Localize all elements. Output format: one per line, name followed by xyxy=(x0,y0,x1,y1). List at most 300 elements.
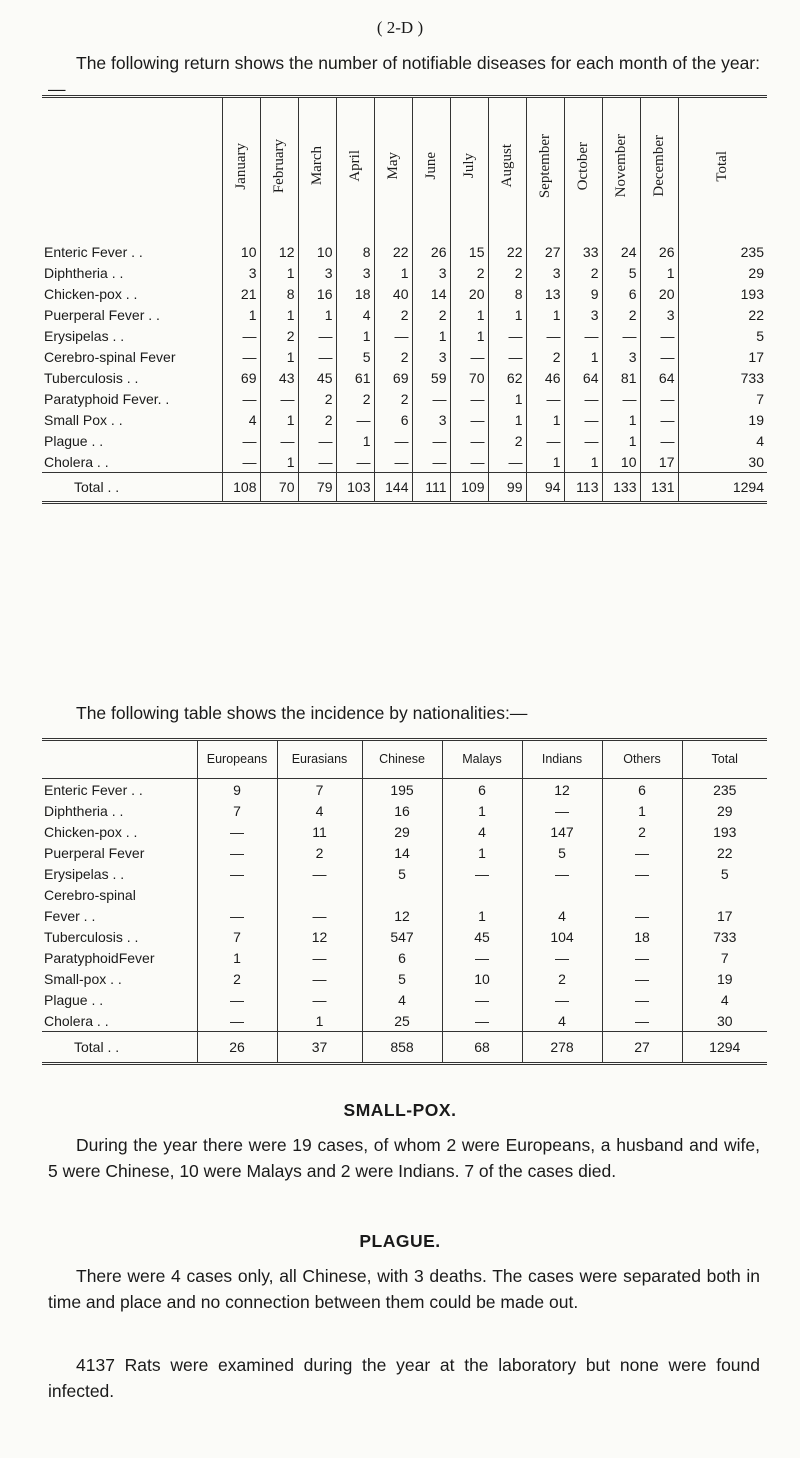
disease-label: Erysipelas . . xyxy=(44,327,125,344)
table2-corner xyxy=(42,740,197,779)
table2-cell: 9 xyxy=(197,779,277,801)
table2-cell: 12 xyxy=(362,905,442,926)
table1-cell: — xyxy=(450,388,488,409)
nationality-header-europeans: Europeans xyxy=(197,740,277,779)
table1-cell: — xyxy=(374,430,412,451)
table2-cell: — xyxy=(197,863,277,884)
disease-label: Erysipelas . . xyxy=(44,865,125,882)
table2-total-cell: 27 xyxy=(602,1032,682,1064)
disease-label: Diphtheria . . xyxy=(44,264,124,281)
month-header-december xyxy=(640,97,678,235)
table1-cell: 1 xyxy=(450,304,488,325)
disease-label: Fever . . xyxy=(44,907,96,924)
table1-cell: 1 xyxy=(564,451,602,473)
month-header-june xyxy=(412,97,450,235)
table2-cell: 4 xyxy=(682,989,767,1010)
month-header-april xyxy=(336,97,374,235)
table1-cell: 5 xyxy=(602,262,640,283)
table1-cell: 22 xyxy=(678,304,767,325)
table2-cell: 547 xyxy=(362,926,442,947)
table2-cell: — xyxy=(602,842,682,863)
table2-cell: 17 xyxy=(682,905,767,926)
table1-total-cell: 70 xyxy=(260,473,298,503)
disease-label: Puerperal Fever . . xyxy=(44,306,160,323)
table2-cell: 29 xyxy=(682,800,767,821)
disease-label: Enteric Fever . . xyxy=(44,781,143,798)
table1-body xyxy=(42,235,767,503)
table1-cell: 2 xyxy=(374,346,412,367)
table2-cell: — xyxy=(602,947,682,968)
table1-cell: 30 xyxy=(678,451,767,473)
table2-cell: — xyxy=(602,863,682,884)
nationalities-table xyxy=(42,740,767,1065)
table1-total-cell: 103 xyxy=(336,473,374,503)
table1-cell: 4 xyxy=(336,304,374,325)
nationality-header-total: Total xyxy=(682,740,767,779)
table2-cell: — xyxy=(197,1010,277,1032)
table1-cell: 1 xyxy=(602,430,640,451)
table1-cell: — xyxy=(564,409,602,430)
table1-cell: — xyxy=(450,409,488,430)
table2-cell xyxy=(362,884,442,905)
table1-cell: 9 xyxy=(564,283,602,304)
table1-cell: — xyxy=(298,451,336,473)
table2-cell: 12 xyxy=(277,926,362,947)
table1-cell: 10 xyxy=(298,235,336,262)
table1-cell: — xyxy=(412,451,450,473)
table1-cell: — xyxy=(260,430,298,451)
disease-label: Small Pox . . xyxy=(44,411,123,428)
table1-cell: — xyxy=(298,325,336,346)
table2-cell: — xyxy=(277,968,362,989)
table2-cell: — xyxy=(602,1010,682,1032)
table1-cell: 1 xyxy=(450,325,488,346)
table2-cell: 4 xyxy=(442,821,522,842)
disease-label: ParatyphoidFever xyxy=(44,949,155,966)
table1-cell: 2 xyxy=(488,262,526,283)
month-header-label: July xyxy=(460,153,477,179)
table1-cell: 2 xyxy=(602,304,640,325)
table1-corner xyxy=(42,97,222,235)
table1-cell: 26 xyxy=(412,235,450,262)
table1-cell: — xyxy=(450,430,488,451)
table1-cell: 69 xyxy=(222,367,260,388)
table1-cell: 3 xyxy=(412,409,450,430)
month-header-label: January xyxy=(232,142,249,190)
table1-cell: — xyxy=(222,451,260,473)
month-header-january xyxy=(222,97,260,235)
table2-header-row xyxy=(42,740,767,779)
table1-cell: — xyxy=(298,430,336,451)
table2-row xyxy=(42,1010,767,1032)
table1-cell: 17 xyxy=(640,451,678,473)
disease-label: Diphtheria . . xyxy=(44,802,124,819)
disease-label: Chicken-pox . . xyxy=(44,285,138,302)
table2-cell: 193 xyxy=(682,821,767,842)
table1-cell: 2 xyxy=(564,262,602,283)
table2-cell: 22 xyxy=(682,842,767,863)
table2-cell: — xyxy=(277,905,362,926)
table2-cell: — xyxy=(522,989,602,1010)
table2-row xyxy=(42,947,767,968)
table1-cell: — xyxy=(260,388,298,409)
table2-cell: — xyxy=(602,968,682,989)
month-header-label: February xyxy=(270,138,287,194)
disease-label: Plague . . xyxy=(44,432,104,449)
table2-cell: — xyxy=(277,863,362,884)
table1-cell: — xyxy=(374,325,412,346)
table2-cell: 147 xyxy=(522,821,602,842)
table1-cell: 2 xyxy=(450,262,488,283)
table1-cell: 81 xyxy=(602,367,640,388)
table2-total-row xyxy=(42,1032,767,1064)
table1-row xyxy=(42,262,767,283)
table1-cell: — xyxy=(450,346,488,367)
table1-cell: 8 xyxy=(336,235,374,262)
table1-cell: 27 xyxy=(526,235,564,262)
table2-cell: 733 xyxy=(682,926,767,947)
table1-total-cell: 1294 xyxy=(678,473,767,503)
month-header-march xyxy=(298,97,336,235)
table2-cell: — xyxy=(522,947,602,968)
table1-cell: 26 xyxy=(640,235,678,262)
table1-cell: 20 xyxy=(640,283,678,304)
disease-label: Small-pox . . xyxy=(44,970,122,987)
table1-row xyxy=(42,304,767,325)
table2-cell: 4 xyxy=(362,989,442,1010)
table1-cell: 12 xyxy=(260,235,298,262)
table1-cell: — xyxy=(336,409,374,430)
table1-cell: 1 xyxy=(298,304,336,325)
table1-cell: — xyxy=(564,388,602,409)
table2-row xyxy=(42,842,767,863)
table2-cell: 18 xyxy=(602,926,682,947)
table2-cell: 235 xyxy=(682,779,767,801)
table1-cell: 19 xyxy=(678,409,767,430)
table1-cell: 1 xyxy=(336,430,374,451)
table1-cell: 62 xyxy=(488,367,526,388)
disease-label: Enteric Fever . . xyxy=(44,243,143,260)
table2-cell: — xyxy=(197,905,277,926)
table1-cell: 1 xyxy=(488,304,526,325)
table2-cell: — xyxy=(277,947,362,968)
month-header-may xyxy=(374,97,412,235)
table2-cell: — xyxy=(602,905,682,926)
table2-cell: 6 xyxy=(362,947,442,968)
table1-cell: 10 xyxy=(602,451,640,473)
table2-cell: 1 xyxy=(442,905,522,926)
page-number: ( 2-D ) xyxy=(376,18,424,37)
table2-cell: 5 xyxy=(362,863,442,884)
table1-cell: — xyxy=(488,451,526,473)
table1-cell: 1 xyxy=(260,304,298,325)
table1-cell: 4 xyxy=(678,430,767,451)
nationality-header-indians: Indians xyxy=(522,740,602,779)
table1-cell: — xyxy=(374,451,412,473)
table2-cell: 2 xyxy=(277,842,362,863)
table2-body xyxy=(42,779,767,1064)
table1-cell: 64 xyxy=(564,367,602,388)
table1-cell: 1 xyxy=(374,262,412,283)
table2-cell: 5 xyxy=(522,842,602,863)
table1-cell: — xyxy=(640,388,678,409)
table2-cell: 1 xyxy=(277,1010,362,1032)
table2-cell: — xyxy=(442,989,522,1010)
table1-cell: 1 xyxy=(260,451,298,473)
table1-cell: 1 xyxy=(222,304,260,325)
table1-cell: — xyxy=(602,388,640,409)
table1-cell: — xyxy=(222,430,260,451)
table1-cell: — xyxy=(602,325,640,346)
table2-cell: 12 xyxy=(522,779,602,801)
table1-cell: 193 xyxy=(678,283,767,304)
table1-cell: 3 xyxy=(412,262,450,283)
table1-cell: — xyxy=(526,325,564,346)
table2-cell xyxy=(442,884,522,905)
table2-row xyxy=(42,926,767,947)
total-label: Total . . xyxy=(42,473,222,503)
table1-cell: 18 xyxy=(336,283,374,304)
table1-cell: 2 xyxy=(374,304,412,325)
smallpox-paragraph: During the year there were 19 cases, of whom 2 were Europeans, a husband and wife, 5 were Chinese, 10 were Malays and 2 were Indians. 7 of the cases died. xyxy=(48,1135,760,1181)
table2-cell: 14 xyxy=(362,842,442,863)
table1-cell: 29 xyxy=(678,262,767,283)
table1-cell: — xyxy=(450,451,488,473)
table1-cell: 1 xyxy=(260,262,298,283)
month-header-label: September xyxy=(536,133,553,199)
table1-cell: 1 xyxy=(526,409,564,430)
month-header-total xyxy=(678,97,767,235)
table1-cell: 3 xyxy=(412,346,450,367)
table2-cell: 11 xyxy=(277,821,362,842)
table1-cell: 2 xyxy=(374,388,412,409)
table1-cell: 59 xyxy=(412,367,450,388)
table1-row xyxy=(42,346,767,367)
table1-cell: 33 xyxy=(564,235,602,262)
disease-label: Tuberculosis . . xyxy=(44,369,139,386)
table1-cell: 22 xyxy=(488,235,526,262)
table1-cell: 3 xyxy=(298,262,336,283)
table1-cell: — xyxy=(222,325,260,346)
table2-cell xyxy=(522,884,602,905)
table1-cell: 8 xyxy=(260,283,298,304)
table1-cell: 235 xyxy=(678,235,767,262)
table1-cell: 1 xyxy=(640,262,678,283)
table1-row xyxy=(42,325,767,346)
disease-label: Cerebro-spinal Fever xyxy=(44,348,176,365)
table1-total-cell: 109 xyxy=(450,473,488,503)
month-header-label: August xyxy=(498,144,515,188)
table1-cell: 3 xyxy=(222,262,260,283)
plague-paragraph-1: There were 4 cases only, all Chinese, with 3 deaths. The cases were separated both in time and place and no connection between them could be made out. xyxy=(48,1266,760,1312)
table2-cell: 7 xyxy=(277,779,362,801)
month-header-october xyxy=(564,97,602,235)
disease-label: Paratyphoid Fever. . xyxy=(44,390,170,407)
table2-cell: 16 xyxy=(362,800,442,821)
table1-total-row xyxy=(42,473,767,503)
table2-total-cell: 26 xyxy=(197,1032,277,1064)
table2-cell: — xyxy=(442,1010,522,1032)
table2-row xyxy=(42,884,767,905)
table1-cell: 2 xyxy=(412,304,450,325)
table1-cell: 24 xyxy=(602,235,640,262)
table1-cell: 2 xyxy=(298,409,336,430)
table1-cell: — xyxy=(298,346,336,367)
table1-cell: 40 xyxy=(374,283,412,304)
month-header-february xyxy=(260,97,298,235)
table1-cell: 1 xyxy=(488,409,526,430)
table1-cell: 15 xyxy=(450,235,488,262)
disease-label: Tuberculosis . . xyxy=(44,928,139,945)
table1-cell: — xyxy=(526,388,564,409)
table2-cell: 7 xyxy=(682,947,767,968)
table1-cell: — xyxy=(222,388,260,409)
table2-cell: 2 xyxy=(602,821,682,842)
table2-cell: 25 xyxy=(362,1010,442,1032)
intro-paragraph-1: The following return shows the number of notifiable diseases for each month of the year:— xyxy=(48,53,760,99)
month-header-label: October xyxy=(574,141,591,191)
table1-total-cell: 94 xyxy=(526,473,564,503)
table2-cell: 4 xyxy=(522,905,602,926)
table2-row xyxy=(42,800,767,821)
table2-cell xyxy=(602,884,682,905)
table1-total-cell: 133 xyxy=(602,473,640,503)
plague-paragraph-2: 4137 Rats were examined during the year at the laboratory but none were found infected. xyxy=(48,1355,760,1401)
table2-total-cell: 68 xyxy=(442,1032,522,1064)
table1-cell: 5 xyxy=(336,346,374,367)
table1-cell: — xyxy=(564,430,602,451)
table1-row xyxy=(42,283,767,304)
table1-cell: — xyxy=(640,346,678,367)
table1-cell: 8 xyxy=(488,283,526,304)
nationality-header-malays: Malays xyxy=(442,740,522,779)
table2-cell xyxy=(197,884,277,905)
disease-label: Cholera . . xyxy=(44,453,109,470)
table2-cell: 5 xyxy=(362,968,442,989)
table1-total-cell: 99 xyxy=(488,473,526,503)
table1-cell: — xyxy=(412,430,450,451)
table1-cell: 2 xyxy=(336,388,374,409)
month-header-label: March xyxy=(308,146,325,186)
plague-heading: PLAGUE. xyxy=(359,1231,441,1251)
table1-cell: 43 xyxy=(260,367,298,388)
table1-cell: 45 xyxy=(298,367,336,388)
table2-total-cell: 1294 xyxy=(682,1032,767,1064)
table2-cell xyxy=(277,884,362,905)
table2-cell: 1 xyxy=(442,800,522,821)
table1-cell: 1 xyxy=(412,325,450,346)
table2-cell: 104 xyxy=(522,926,602,947)
table1-cell: 69 xyxy=(374,367,412,388)
table1-cell: 7 xyxy=(678,388,767,409)
table1-cell: 1 xyxy=(526,304,564,325)
month-header-label: April xyxy=(346,150,363,182)
month-header-september xyxy=(526,97,564,235)
table2-cell xyxy=(682,884,767,905)
table1-cell: 6 xyxy=(602,283,640,304)
table2-cell: — xyxy=(197,842,277,863)
table1-header-row xyxy=(42,97,767,235)
smallpox-heading: SMALL-POX. xyxy=(343,1100,457,1120)
table1-cell: 61 xyxy=(336,367,374,388)
table2-cell: 2 xyxy=(522,968,602,989)
table1-row xyxy=(42,451,767,473)
table1-cell: — xyxy=(564,325,602,346)
table1-cell: 1 xyxy=(602,409,640,430)
table1-total-cell: 108 xyxy=(222,473,260,503)
table2-cell: 1 xyxy=(442,842,522,863)
month-header-august xyxy=(488,97,526,235)
table2-cell: 45 xyxy=(442,926,522,947)
table1-cell: — xyxy=(488,325,526,346)
table1-total-cell: 144 xyxy=(374,473,412,503)
table1-total-cell: 79 xyxy=(298,473,336,503)
table1-cell: 4 xyxy=(222,409,260,430)
month-header-label: November xyxy=(612,134,629,198)
table1-row xyxy=(42,367,767,388)
table2-cell: — xyxy=(602,989,682,1010)
table2-cell: — xyxy=(522,863,602,884)
month-header-label: Total xyxy=(714,150,731,182)
table1-cell: 3 xyxy=(336,262,374,283)
table2-cell: 7 xyxy=(197,926,277,947)
table1-cell: 3 xyxy=(640,304,678,325)
table1-cell: — xyxy=(488,346,526,367)
table1-cell: 14 xyxy=(412,283,450,304)
table1-cell: 16 xyxy=(298,283,336,304)
table1-cell: — xyxy=(640,325,678,346)
table2-cell: 1 xyxy=(197,947,277,968)
table1-cell: 13 xyxy=(526,283,564,304)
table1-cell: 1 xyxy=(260,409,298,430)
table2-cell: 30 xyxy=(682,1010,767,1032)
table1-cell: — xyxy=(336,451,374,473)
month-header-label: December xyxy=(650,135,667,197)
table1-cell: 22 xyxy=(374,235,412,262)
table2-cell: 195 xyxy=(362,779,442,801)
table2-cell: 2 xyxy=(197,968,277,989)
table1-cell: — xyxy=(526,430,564,451)
table1-cell: 2 xyxy=(488,430,526,451)
disease-label: Chicken-pox . . xyxy=(44,823,138,840)
disease-label: Cerebro-spinal xyxy=(44,886,136,903)
table1-cell: 20 xyxy=(450,283,488,304)
disease-label: Puerperal Fever xyxy=(44,844,145,861)
table1-cell: 3 xyxy=(564,304,602,325)
total-label: Total . . xyxy=(42,1032,197,1064)
table1-cell: 1 xyxy=(526,451,564,473)
table1-cell: — xyxy=(222,346,260,367)
table1-cell: 70 xyxy=(450,367,488,388)
table1-cell: 3 xyxy=(526,262,564,283)
table2-cell: 10 xyxy=(442,968,522,989)
intro-paragraph-2: The following table shows the incidence by nationalities:— xyxy=(76,703,528,723)
table1-cell: 5 xyxy=(678,325,767,346)
table1-cell: 2 xyxy=(260,325,298,346)
month-header-label: May xyxy=(384,152,401,180)
month-header-july xyxy=(450,97,488,235)
table1-cell: 17 xyxy=(678,346,767,367)
table2-total-cell: 37 xyxy=(277,1032,362,1064)
table1-row xyxy=(42,409,767,430)
table1-cell: 1 xyxy=(260,346,298,367)
table2-cell: 5 xyxy=(682,863,767,884)
table2-cell: — xyxy=(197,989,277,1010)
monthly-diseases-table xyxy=(42,97,767,504)
table2-cell: 7 xyxy=(197,800,277,821)
table2-row xyxy=(42,905,767,926)
table2-cell: — xyxy=(442,947,522,968)
